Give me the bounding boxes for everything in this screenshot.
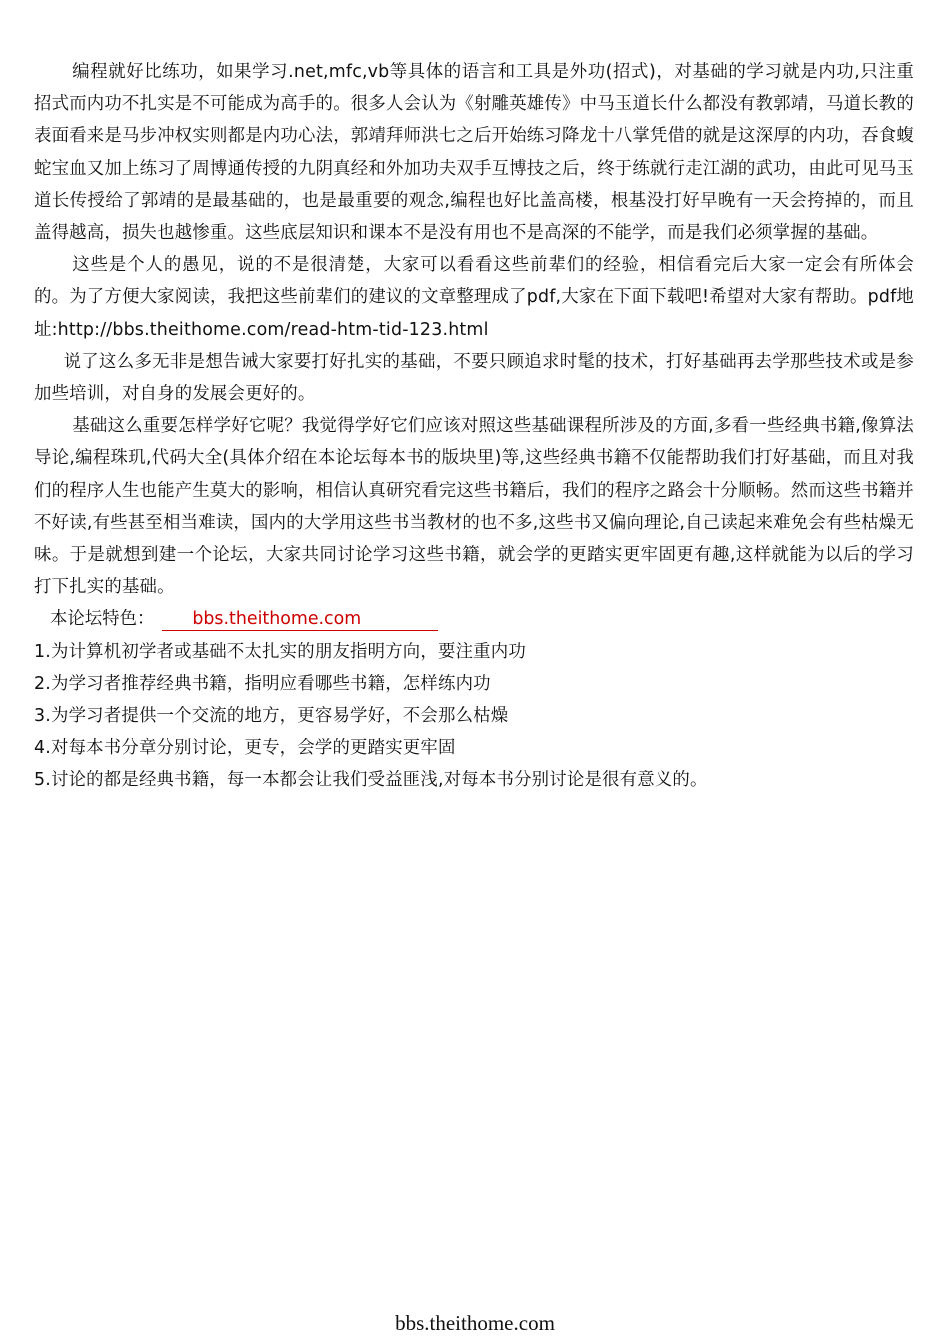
paragraph-pdf-download: 这些是个人的愚见，说的不是很清楚，大家可以看看这些前辈们的经验，相信看完后大家一定会有所体会的。为了方便大家阅读，我把这些前辈们的建议的文章整理成了pdf,大家在下面下载吧!希望对大家有帮助。pdf地址:http://bbs.theithome.com/read-htm-tid-123.html	[34, 255, 914, 340]
list-item: 5.讨论的都是经典书籍，每一本都会让我们受益匪浅,对每本书分别讨论是很有意义的。	[34, 770, 708, 791]
paragraph-classic-books: 基础这么重要怎样学好它呢？我觉得学好它们应该对照这些基础课程所涉及的方面,多看一些经典书籍,像算法导论,编程珠玑,代码大全(具体介绍在本论坛每本书的版块里)等,这些经典书籍不仅能帮助我们打好基础，而且对我们的程序人生也能产生莫大的影响，相信认真研究看完这些书籍后，我们的程序之路会十分顺畅。然而这些书籍并不好读,有些甚至相当难读，国内的大学用这些书当教材的也不多,这些书又偏向理论,自己读起来难免会有些枯燥无味。于是就想到建一个论坛，大家共同讨论学习这些书籍，就会学的更踏实更牢固更有趣,这样就能为以后的学习打下扎实的基础。	[34, 416, 914, 598]
paragraph-internal-skills: 编程就好比练功，如果学习.net,mfc,vb等具体的语言和工具是外功(招式)，对基础的学习就是内功,只注重招式而内功不扎实是不可能成为高手的。很多人会认为《射雕英雄传》中马玉道长什么都没有教郭靖，马道长教的表面看来是马步冲权实则都是内功心法，郭靖拜师洪七之后开始练习降龙十八掌凭借的就是这深厚的内功，吞食蝮蛇宝血又加上练习了周博通传授的九阴真经和外加功夫双手互博技之后，终于练就行走江湖的武功，由此可见马玉道长传授给了郭靖的是最基础的，也是最重要的观念,编程也好比盖高楼，根基没打好早晚有一天会挎掉的，而且盖得越高，损失也越惨重。这些底层知识和课本不是没有用也不是高深的不能学，而是我们必须掌握的基础。	[34, 62, 914, 244]
forum-features-heading	[34, 603, 914, 635]
list-item: 3.为学习者提供一个交流的地方，更容易学好，不会那么枯燥	[34, 706, 509, 727]
forum-features-list	[34, 636, 914, 797]
page-footer: bbs.theithome.com	[395, 1311, 555, 1335]
paragraph-foundation-advice: 说了这么多无非是想告诫大家要打好扎实的基础，不要只顾追求时髦的技术，打好基础再去学那些技术或是参加些培训，对自身的发展会更好的。	[34, 351, 914, 405]
list-item: 2.为学习者推荐经典书籍，指明应看哪些书籍，怎样练内功	[34, 673, 491, 694]
forum-features-label: 本论坛特色：	[50, 609, 155, 630]
forum-link[interactable]: bbs.theithome.com	[162, 608, 438, 631]
list-item: 1.为计算机初学者或基础不太扎实的朋友指明方向，要注重内功	[34, 641, 526, 662]
document-body	[34, 56, 914, 797]
list-item: 4.对每本书分章分别讨论，更专，会学的更踏实更牢固	[34, 738, 456, 759]
